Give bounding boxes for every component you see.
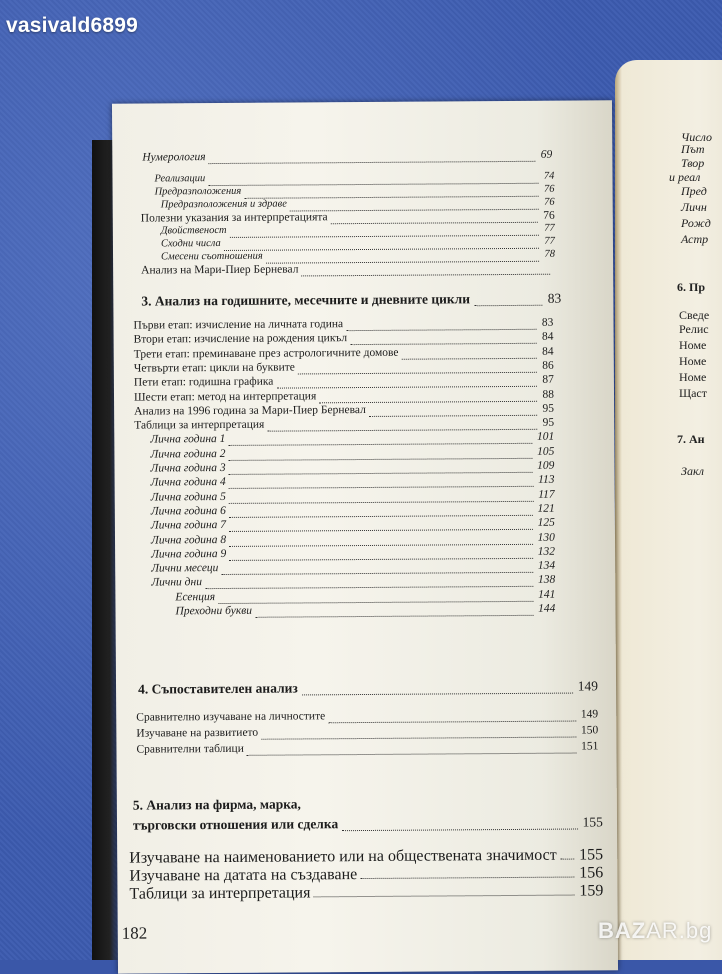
toc-leader-dots <box>328 709 576 724</box>
toc-entry-page: 141 <box>538 588 556 601</box>
bazar-logo: BAZAR.bg <box>598 918 713 943</box>
toc-entry-label: Таблици за интерпретация <box>134 418 265 432</box>
toc-entry-page: 84 <box>541 330 554 344</box>
toc-entry-label: Втори етап: изчисление на рождения цикъл <box>133 332 348 346</box>
section-page: 83 <box>547 290 562 306</box>
toc-leader-dots <box>474 291 543 306</box>
toc-entry-label: Лична година 3 <box>150 461 226 475</box>
toc-leader-dots <box>205 574 533 589</box>
right-page-line: Номе <box>679 370 707 384</box>
toc-entry-page: 138 <box>537 574 556 587</box>
toc-entry-page: 134 <box>537 559 556 572</box>
toc-entry-label: Лични дни <box>151 576 202 589</box>
toc-entry-label: Първи етап: изчисление на личната година <box>133 318 344 332</box>
toc-entry-label: Анализ на Мари-Пиер Берневал <box>141 263 299 277</box>
toc-entry-page: 151 <box>581 740 599 753</box>
toc-entry <box>141 262 555 281</box>
toc-entry-page: 76 <box>543 209 555 222</box>
toc-leader-dots <box>229 488 533 503</box>
toc-leader-dots <box>247 741 576 756</box>
toc-entry-page: 117 <box>538 488 555 501</box>
toc-leader-dots <box>229 517 533 532</box>
toc-entry-label: Изучаване на развитието <box>136 726 259 740</box>
toc-entry-page: 105 <box>537 445 555 458</box>
toc-entry-label: Таблици за интерпретация <box>129 884 311 903</box>
toc-entry-label: Реализации <box>154 173 206 185</box>
section-title: 3. Анализ на годишните, месечните и дневните цикли <box>141 291 471 309</box>
toc-entry-label: Лична година 1 <box>150 433 226 446</box>
right-page-line: Пред <box>681 184 707 198</box>
toc-entry <box>175 603 555 622</box>
toc-entry-page: 150 <box>580 724 599 737</box>
toc-leader-dots <box>229 446 533 461</box>
left-book-page <box>112 100 618 973</box>
toc-entry-label: Предразположения <box>154 185 242 198</box>
toc-leader-dots <box>298 360 537 375</box>
toc-entry-page: 77 <box>544 222 555 234</box>
toc-entry-page: 84 <box>542 345 554 358</box>
right-page-line: Път <box>681 142 705 156</box>
section-page: 155 <box>582 814 603 830</box>
toc-entry-page: 69 <box>540 148 553 161</box>
toc-leader-dots <box>319 388 537 403</box>
section-5-heading-line2 <box>133 814 603 835</box>
toc-entry-label: Лична година 2 <box>150 447 226 461</box>
section-title: търговски отношения или сделка <box>132 816 339 833</box>
toc-entry-page: 156 <box>579 864 604 882</box>
toc-entry-label: Изучаване на наименованието или на обществената значимост <box>129 846 557 867</box>
toc-entry-page: 149 <box>580 708 599 721</box>
toc-entry-page: 74 <box>543 170 555 182</box>
toc-entry-label: Есенция <box>175 590 216 604</box>
toc-entry-page: 132 <box>537 545 556 558</box>
toc-leader-dots <box>209 149 536 164</box>
page-number: 182 <box>121 923 148 943</box>
toc-entry-label: Шести етап: метод на интерпретация <box>133 389 317 404</box>
toc-entry-label: Лична година 4 <box>150 476 226 489</box>
toc-entry-label: Лична година 8 <box>150 533 227 546</box>
right-page-line: Номе <box>679 354 707 368</box>
toc-entry-label: Лична година 7 <box>150 519 227 532</box>
toc-entry-page: 87 <box>542 373 554 386</box>
seller-watermark: vasivald6899 <box>6 14 139 37</box>
toc-entry-page: 83 <box>541 316 554 329</box>
toc-entry-page: 113 <box>538 473 555 487</box>
toc-leader-dots <box>255 603 533 618</box>
toc-entry-page: 109 <box>537 459 555 472</box>
toc-leader-dots <box>360 865 574 879</box>
section-5-heading <box>133 794 603 815</box>
toc-entry-label: Изучаване на датата на създаване <box>129 866 358 885</box>
toc-entry-label: Трети етап: преминаване през астрологичните домове <box>133 346 399 361</box>
right-page-line: Релис <box>679 322 709 336</box>
toc-entry <box>129 864 603 883</box>
toc-leader-dots <box>350 331 537 345</box>
toc-leader-dots <box>301 262 550 277</box>
toc-entry-label: Пети етап: годишна графика <box>133 375 274 389</box>
toc-entry-label: Сравнителни таблици <box>136 742 244 756</box>
toc-entry-label: Лични месеци <box>151 562 219 575</box>
toc-entry-label: Преходни букви <box>175 604 252 618</box>
toc-entry-page: 76 <box>543 183 555 195</box>
toc-entry-label: Полезни указания за интерпретацията <box>140 211 328 225</box>
toc-leader-dots <box>267 417 537 432</box>
toc-entry-page: 88 <box>542 388 554 401</box>
toc-entry-page: 159 <box>579 882 604 900</box>
section-3-heading <box>141 291 561 312</box>
section-title: 5. Анализ на фирма, марка, <box>132 796 301 813</box>
right-page-line: Твор <box>681 156 705 170</box>
toc-leader-dots <box>342 815 577 832</box>
toc-entry-page: 76 <box>544 196 555 208</box>
toc-entry-page: 130 <box>537 531 555 544</box>
right-page-line: Рожд <box>681 216 711 230</box>
right-page-line: 7. Ан <box>677 432 705 446</box>
toc-entry <box>142 149 552 168</box>
toc-leader-dots <box>229 474 533 489</box>
right-page-line: и реал <box>669 170 701 184</box>
toc-entry-page: 155 <box>579 846 604 864</box>
right-page-line: Закл <box>681 464 705 478</box>
toc-entry-label: Предразположения и здраве <box>160 198 287 211</box>
section-title: 4. Съпоставителен анализ <box>138 680 298 697</box>
toc-leader-dots <box>228 431 532 446</box>
right-page-line: 6. Пр <box>677 280 706 294</box>
right-page-line: Щаст <box>679 386 708 400</box>
right-page-line: Число <box>681 130 712 144</box>
toc-entry-page: 86 <box>542 359 554 372</box>
toc-entry-label: Нумерология <box>142 151 206 164</box>
toc-entry-page: 78 <box>544 248 555 260</box>
toc-entry-label: Сходни числа <box>160 238 221 250</box>
toc-entry <box>136 740 598 759</box>
toc-leader-dots <box>229 546 533 561</box>
toc-leader-dots <box>276 374 537 389</box>
toc-entry-label: Лична година 9 <box>151 547 227 561</box>
toc-entry-page: 121 <box>537 502 555 515</box>
toc-entry-label: Сравнително изучаване на личностите <box>136 710 326 724</box>
toc-entry-label: Лична година 5 <box>150 490 226 504</box>
right-page-line: Астр <box>681 232 709 246</box>
toc-entry-label: Смесени съотношения <box>161 250 263 263</box>
toc-leader-dots <box>221 560 532 575</box>
right-page-line: Личн <box>681 200 707 214</box>
toc-leader-dots <box>369 403 538 417</box>
toc-entry-page: 144 <box>538 602 556 615</box>
toc-leader-dots <box>229 460 533 475</box>
toc-leader-dots <box>229 531 533 546</box>
toc-entry-page: 77 <box>544 235 555 247</box>
section-4-heading <box>138 678 598 699</box>
right-page-line: Номе <box>679 338 707 352</box>
toc-entry-label: Лична година 6 <box>150 504 226 518</box>
right-book-page <box>615 60 722 960</box>
toc-leader-dots <box>218 589 533 604</box>
toc-entry <box>129 882 603 901</box>
toc-entry-page: 95 <box>542 416 555 429</box>
toc-entry-page: 101 <box>536 431 555 444</box>
toc-leader-dots <box>229 503 533 518</box>
toc-leader-dots <box>346 317 537 331</box>
toc-entry <box>129 846 603 865</box>
right-page-line: Сведе <box>679 308 710 322</box>
section-page: 149 <box>577 678 598 694</box>
toc-entry-page: 95 <box>542 402 555 415</box>
toc-leader-dots <box>314 883 575 898</box>
toc-leader-dots <box>560 847 574 860</box>
toc-leader-dots <box>402 345 538 359</box>
toc-leader-dots <box>302 679 573 696</box>
toc-entry-label: Двойственост <box>160 224 227 237</box>
toc-entry-label: Анализ на 1996 година за Мари-Пиер Берневал <box>134 403 366 418</box>
toc-entry-label: Четвърти етап: цикли на буквите <box>133 361 295 375</box>
toc-leader-dots <box>261 725 576 740</box>
toc-entry-page: 125 <box>537 516 555 529</box>
